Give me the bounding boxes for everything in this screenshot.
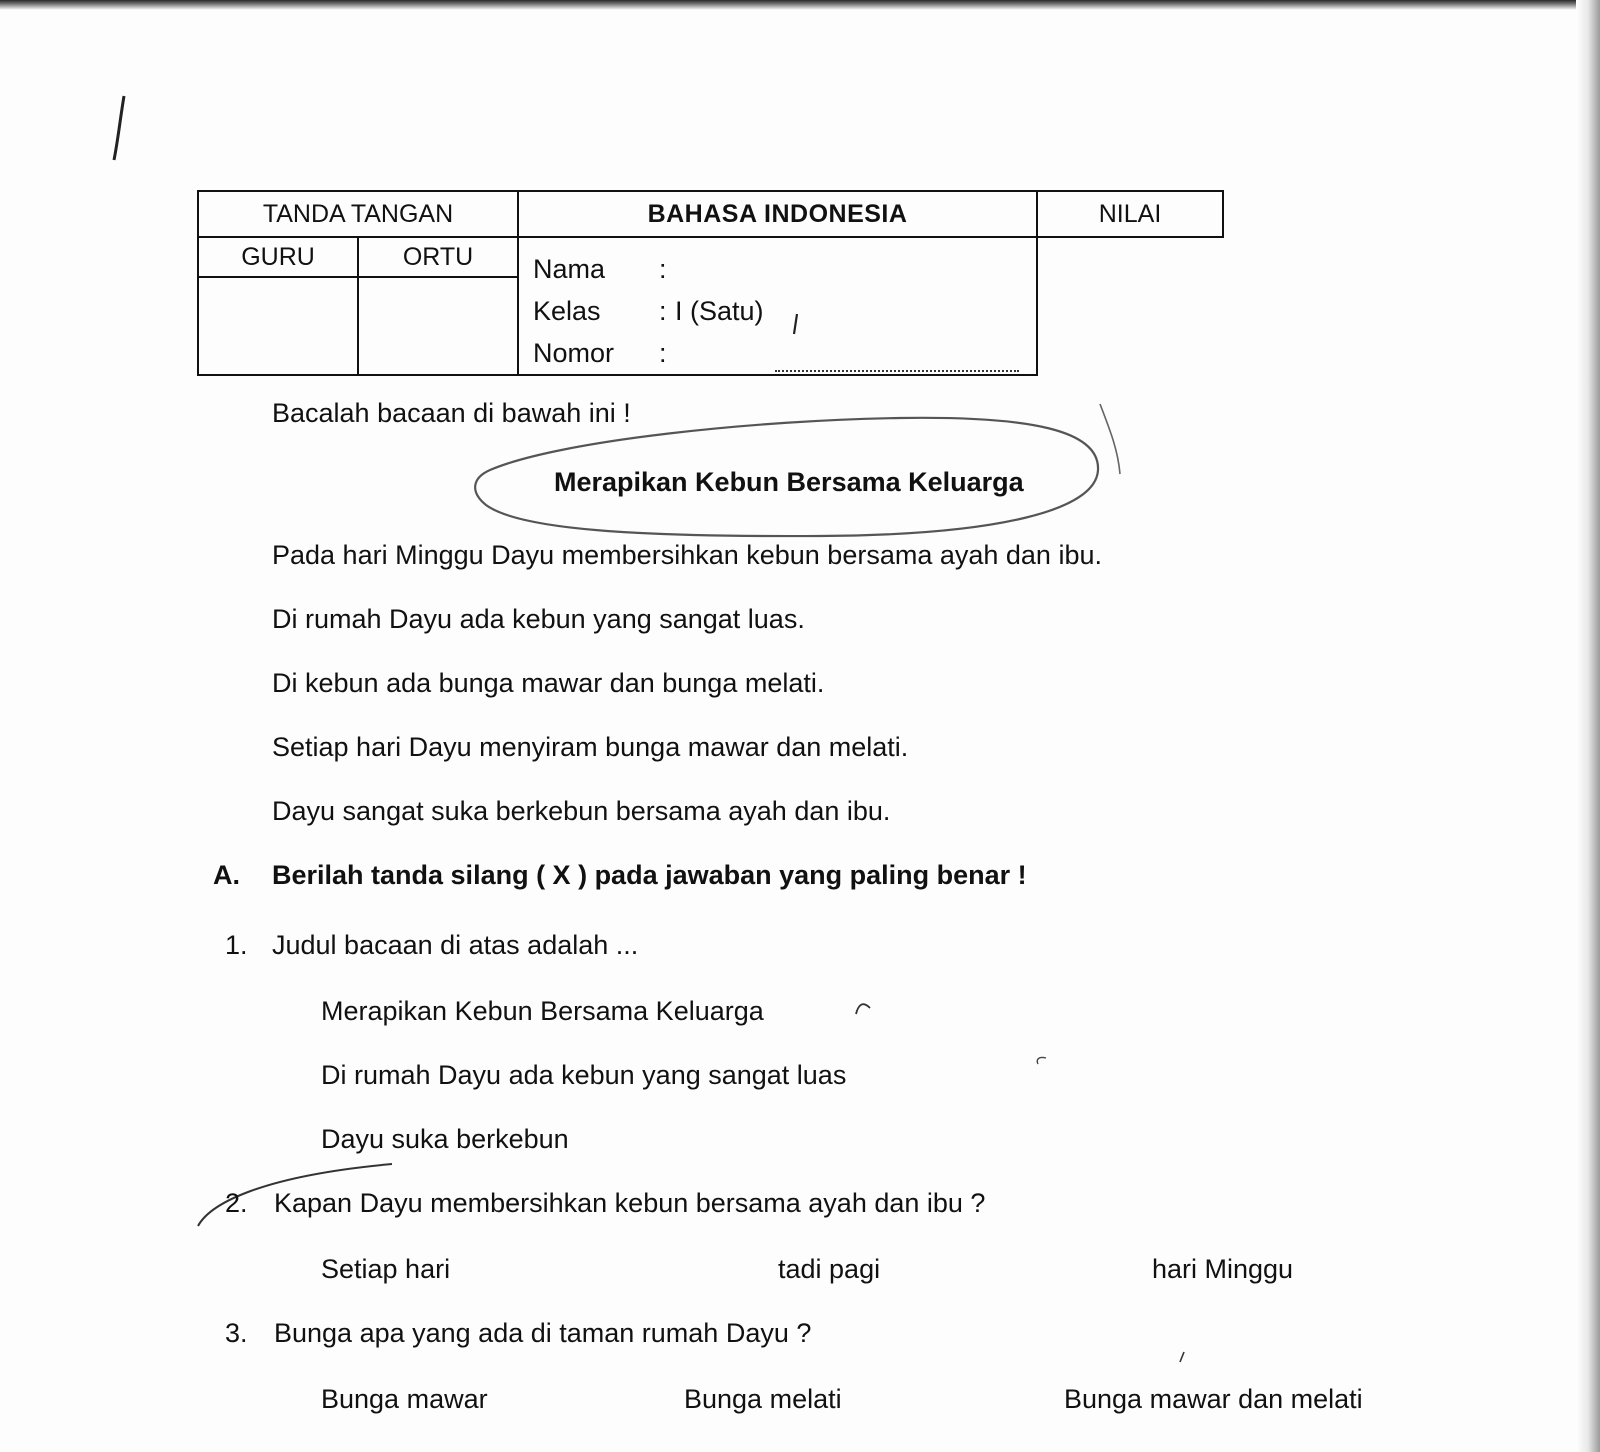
scan-edge-top <box>0 0 1600 10</box>
teacher-label: GURU <box>198 237 358 277</box>
section-a-letter: A. <box>213 860 240 890</box>
question-2-text: Kapan Dayu membersihkan kebun bersama ayah dan ibu ? <box>274 1188 986 1218</box>
sign-header: TANDA TANGAN <box>198 191 518 237</box>
reading-line-3: Di kebun ada bunga mawar dan bunga melati. <box>272 668 825 698</box>
teacher-signature-box <box>198 277 358 375</box>
identity-row-class <box>533 290 1036 332</box>
section-a-instruction: Berilah tanda silang ( X ) pada jawaban yang paling benar ! <box>272 860 1027 890</box>
class-colon: : <box>659 295 667 326</box>
small-check-2 <box>1037 1057 1046 1064</box>
number-colon: : <box>659 337 667 368</box>
question-1-option-b: Di rumah Dayu ada kebun yang sangat luas <box>321 1060 847 1090</box>
dotted-line <box>775 370 1019 372</box>
reading-line-2: Di rumah Dayu ada kebun yang sangat luas. <box>272 604 805 634</box>
question-3-option-b: Bunga melati <box>684 1384 842 1414</box>
question-2-option-c: hari Minggu <box>1152 1254 1294 1284</box>
question-1-option-c: Dayu suka berkebun <box>321 1124 569 1154</box>
reading-instruction: Bacalah bacaan di bawah ini ! <box>272 398 631 428</box>
name-colon: : <box>659 253 667 284</box>
identity-block <box>518 237 1037 375</box>
question-2-number: 2. <box>225 1188 248 1218</box>
parent-signature-box <box>358 277 518 375</box>
scan-edge-right <box>1576 0 1600 1452</box>
identity-row-name <box>533 248 1036 290</box>
question-3-option-c: Bunga mawar dan melati <box>1064 1384 1363 1414</box>
margin-pencil-mark <box>114 96 124 160</box>
class-label: Kelas <box>533 295 601 326</box>
reading-line-5: Dayu sangat suka berkebun bersama ayah dan ibu. <box>272 796 891 826</box>
name-label: Nama <box>533 253 606 284</box>
question-3-text: Bunga apa yang ada di taman rumah Dayu ? <box>274 1318 812 1348</box>
question-2-option-a: Setiap hari <box>321 1254 451 1284</box>
header-table <box>197 190 1224 376</box>
title-circle-tail <box>1100 404 1120 474</box>
score-header: NILAI <box>1037 191 1223 237</box>
question-3-number: 3. <box>225 1318 248 1348</box>
parent-label: ORTU <box>358 237 518 277</box>
question-1-text: Judul bacaan di atas adalah ... <box>272 930 639 960</box>
small-check-1 <box>856 1004 870 1014</box>
reading-line-4: Setiap hari Dayu menyiram bunga mawar dan melati. <box>272 732 909 762</box>
small-stroke-3 <box>1180 1352 1184 1362</box>
question-3-option-a: Bunga mawar <box>321 1384 488 1414</box>
class-value: I (Satu) <box>675 295 764 326</box>
subject-title: BAHASA INDONESIA <box>518 191 1037 237</box>
reading-line-1: Pada hari Minggu Dayu membersihkan kebun bersama ayah dan ibu. <box>272 540 1102 570</box>
reading-title: Merapikan Kebun Bersama Keluarga <box>554 467 1024 497</box>
number-label: Nomor <box>533 337 615 368</box>
score-box-empty <box>1037 237 1223 375</box>
question-1-number: 1. <box>225 930 248 960</box>
identity-row-number <box>533 332 1036 374</box>
question-1-option-a: Merapikan Kebun Bersama Keluarga <box>321 996 764 1026</box>
question-2-option-b: tadi pagi <box>778 1254 881 1284</box>
